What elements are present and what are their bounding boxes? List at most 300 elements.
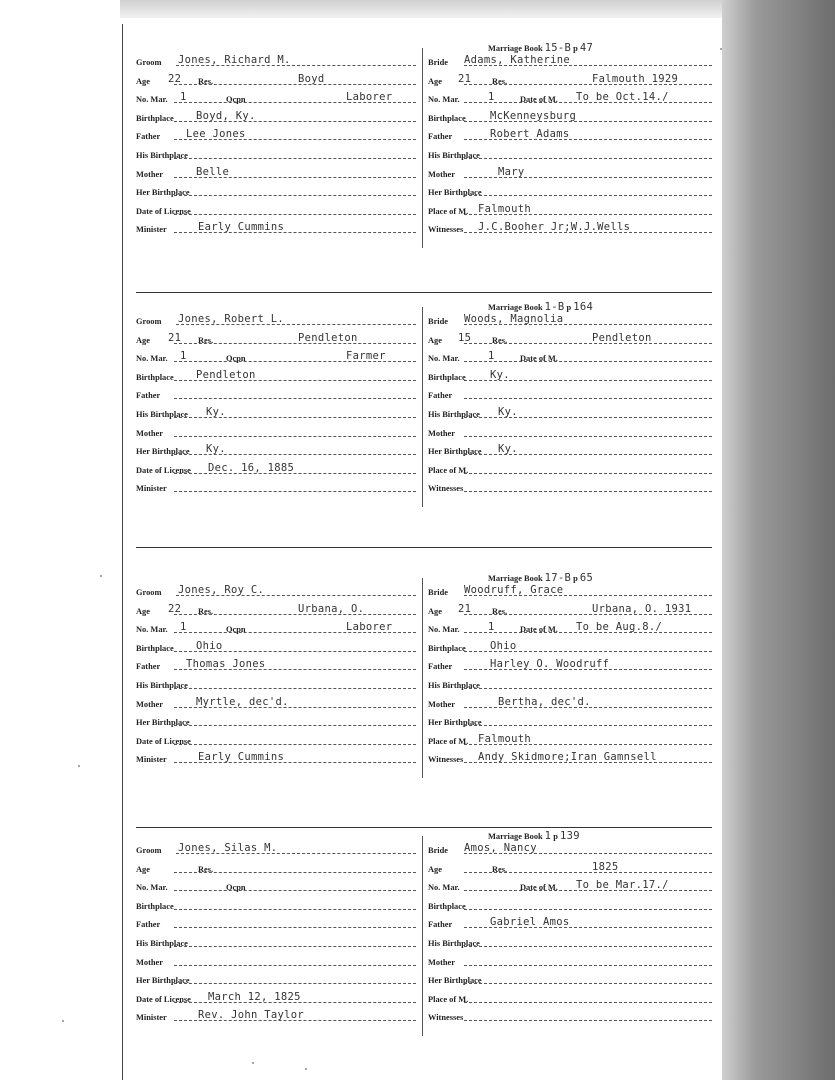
- fill-line: [464, 343, 712, 344]
- bride-field-row: [428, 219, 712, 236]
- field-label: Father: [428, 391, 453, 401]
- field-label: Res.: [198, 606, 214, 616]
- field-value-age: 21: [168, 331, 182, 344]
- groom-field-row: [136, 749, 416, 766]
- field-value-minister: Early Cummins: [198, 751, 285, 764]
- field-value-groom: Jones, Silas M.: [178, 842, 278, 854]
- fill-line: [464, 707, 712, 708]
- bride-field-row: [428, 71, 712, 88]
- field-label: Age: [136, 76, 150, 86]
- field-label: No. Mar.: [136, 354, 168, 364]
- groom-field-row: [136, 601, 416, 618]
- field-label: Age: [428, 606, 442, 616]
- groom-field-row: [136, 108, 416, 125]
- groom-field-row: [136, 330, 416, 347]
- field-label: No. Mar.: [136, 625, 168, 635]
- field-label: Her Birthplace: [428, 447, 482, 457]
- scan-speck: [305, 1068, 307, 1070]
- field-label: Date of License: [136, 465, 191, 475]
- groom-field-row: [136, 638, 416, 655]
- bride-field-row: [428, 749, 712, 766]
- field-label: Mother: [428, 699, 455, 709]
- bride-field-row: [428, 126, 712, 143]
- field-label: Witnesses: [428, 1013, 464, 1023]
- field-label: Age: [136, 335, 150, 345]
- fill-line: [176, 853, 416, 854]
- field-value-date-of-m: To be Oct.14./: [576, 91, 669, 104]
- field-value-no-mar: 1: [180, 91, 187, 104]
- fill-line: [464, 417, 712, 418]
- fill-line: [174, 1002, 416, 1003]
- bride-field-row: [428, 108, 712, 125]
- groom-field-row: [136, 896, 416, 913]
- fill-line: [464, 65, 712, 66]
- groom-field-row: [136, 859, 416, 876]
- fill-line: [464, 744, 712, 745]
- bride-field-row: [428, 182, 712, 199]
- field-label: Res.: [492, 335, 508, 345]
- fill-line: [464, 595, 712, 596]
- book-label: Marriage Book: [488, 303, 543, 312]
- fill-line: [464, 1020, 712, 1021]
- field-value-witnesses: Andy Skidmore;Iran Gamnsell: [478, 751, 657, 764]
- field-label: Witnesses: [428, 755, 464, 765]
- field-value-b-res: Falmouth 1929: [592, 72, 679, 85]
- fill-line: [174, 436, 416, 437]
- fill-line: [174, 102, 416, 103]
- fill-line: [174, 417, 416, 418]
- fill-line: [464, 139, 712, 140]
- field-label: Age: [428, 864, 442, 874]
- marriage-record: [136, 301, 714, 505]
- field-label: Age: [428, 76, 442, 86]
- field-label: Birthplace: [136, 113, 174, 123]
- groom-field-row: [136, 182, 416, 199]
- field-value-b-age: 21: [458, 602, 472, 615]
- field-label: Date of M.: [520, 883, 558, 893]
- fill-line: [174, 632, 416, 633]
- field-label: Witnesses: [428, 484, 464, 494]
- field-label: Groom: [136, 588, 162, 597]
- field-label: Mother: [136, 169, 163, 179]
- field-label: His Birthplace: [428, 410, 480, 419]
- groom-field-row: [136, 89, 416, 106]
- bride-field-row: [428, 367, 712, 384]
- scan-top-band: [0, 0, 835, 18]
- fill-line: [464, 454, 712, 455]
- fill-line: [174, 195, 416, 196]
- field-value-groom: Jones, Roy C.: [178, 584, 265, 596]
- field-label: Ocpn: [226, 354, 246, 364]
- book-number: 1-B: [544, 301, 565, 313]
- bride-field-row: [428, 348, 712, 365]
- page-label: p: [573, 574, 578, 583]
- field-value-no-mar: 1: [180, 350, 187, 363]
- fill-line: [464, 614, 712, 615]
- scan-left-margin: [0, 0, 120, 1080]
- groom-field-row: [136, 731, 416, 748]
- bride-field-row: [428, 840, 712, 857]
- groom-field-row: [136, 712, 416, 729]
- fill-line: [464, 1002, 712, 1003]
- fill-line: [174, 762, 416, 763]
- field-value-place-of-m: Falmouth: [478, 732, 531, 745]
- groom-field-row: [136, 989, 416, 1006]
- field-label: His Birthplace: [428, 151, 480, 160]
- field-label: Place of M.: [428, 465, 469, 475]
- field-value-b-res: Urbana, O. 1931: [592, 602, 692, 615]
- fill-line: [464, 946, 712, 947]
- field-label: No. Mar.: [136, 95, 168, 105]
- page-label: p: [553, 832, 558, 841]
- fill-line: [176, 65, 416, 66]
- fill-line: [464, 361, 712, 362]
- groom-field-row: [136, 694, 416, 711]
- field-label: Place of M.: [428, 994, 469, 1004]
- field-value-b-no-mar: 1: [488, 621, 495, 634]
- book-label: Marriage Book: [488, 832, 543, 841]
- field-value-place-of-m: Falmouth: [478, 202, 531, 215]
- field-label: Date of M.: [520, 95, 558, 105]
- book-label: Marriage Book: [488, 574, 543, 583]
- bride-field-row: [428, 731, 712, 748]
- groom-field-row: [136, 367, 416, 384]
- field-label: Res.: [198, 864, 214, 874]
- field-label: Her Birthplace: [136, 976, 190, 986]
- field-value-no-mar: 1: [180, 621, 187, 634]
- record-separator: [136, 827, 712, 828]
- fill-line: [464, 927, 712, 928]
- fill-line: [174, 725, 416, 726]
- bride-field-row: [428, 164, 712, 181]
- groom-field-row: [136, 840, 416, 857]
- bride-field-row: [428, 441, 712, 458]
- groom-field-row: [136, 656, 416, 673]
- bride-field-row: [428, 201, 712, 218]
- field-label: Res.: [198, 335, 214, 345]
- fill-line: [464, 688, 712, 689]
- fill-line: [174, 983, 416, 984]
- fill-line: [464, 965, 712, 966]
- field-label: Groom: [136, 317, 162, 326]
- fill-line: [176, 324, 416, 325]
- field-value-bride: Woods, Magnolia: [464, 313, 564, 325]
- fill-line: [464, 158, 712, 159]
- field-value-b-birthplace: Ky.: [490, 368, 510, 381]
- fill-line: [174, 232, 416, 233]
- fill-line: [174, 872, 416, 873]
- fill-line: [174, 398, 416, 399]
- field-label: Minister: [136, 1013, 167, 1023]
- field-value-date-of-license: March 12, 1825: [208, 990, 301, 1003]
- scan-right-edge: [722, 0, 835, 1080]
- fill-line: [464, 398, 712, 399]
- fill-line: [464, 669, 712, 670]
- bride-field-row: [428, 933, 712, 950]
- bride-field-row: [428, 52, 712, 69]
- field-value-res: Boyd: [298, 72, 325, 85]
- bride-field-row: [428, 712, 712, 729]
- field-label: Age: [136, 606, 150, 616]
- field-value-ocpn: Farmer: [346, 350, 386, 363]
- field-label: Res.: [492, 864, 508, 874]
- groom-field-row: [136, 311, 416, 328]
- record-separator: [136, 547, 712, 548]
- fill-line: [174, 491, 416, 492]
- field-value-b-age: 15: [458, 331, 472, 344]
- bride-field-row: [428, 989, 712, 1006]
- fill-line: [174, 890, 416, 891]
- groom-field-row: [136, 914, 416, 931]
- field-label: No. Mar.: [428, 883, 460, 893]
- field-value-b-age: 21: [458, 72, 472, 85]
- bride-field-row: [428, 619, 712, 636]
- fill-line: [174, 946, 416, 947]
- groom-field-row: [136, 933, 416, 950]
- fill-line: [464, 195, 712, 196]
- fill-line: [174, 744, 416, 745]
- field-label: Place of M.: [428, 736, 469, 746]
- fill-line: [174, 454, 416, 455]
- field-label: No. Mar.: [428, 354, 460, 364]
- field-label: Her Birthplace: [428, 718, 482, 728]
- field-value-birthplace: Boyd, Ky.: [196, 109, 256, 122]
- field-value-father: Lee Jones: [186, 128, 246, 141]
- field-label: Father: [428, 132, 453, 142]
- bride-field-row: [428, 1007, 712, 1024]
- book-number: 1: [544, 830, 552, 842]
- field-label: Birthplace: [428, 643, 466, 653]
- field-label: Date of M.: [520, 354, 558, 364]
- field-label: Birthplace: [428, 901, 466, 911]
- field-label: Place of M.: [428, 206, 469, 216]
- groom-field-row: [136, 164, 416, 181]
- bride-field-row: [428, 404, 712, 421]
- field-label: Birthplace: [428, 113, 466, 123]
- field-label: His Birthplace: [136, 151, 188, 160]
- fill-line: [174, 473, 416, 474]
- fill-line: [464, 121, 712, 122]
- scan-speck: [720, 48, 722, 50]
- column-divider: [422, 836, 423, 1036]
- field-label: Bride: [428, 58, 449, 67]
- field-label: Ocpn: [226, 95, 246, 105]
- fill-line: [174, 1020, 416, 1021]
- field-value-mother: Myrtle, dec'd.: [196, 695, 289, 708]
- fill-line: [464, 491, 712, 492]
- fill-line: [464, 380, 712, 381]
- field-label: Father: [136, 391, 161, 401]
- bride-field-row: [428, 89, 712, 106]
- column-divider: [422, 578, 423, 778]
- field-value-b-mother: Mary: [498, 165, 525, 178]
- field-label: Mother: [428, 169, 455, 179]
- field-value-date-of-m: To be Mar.17./: [576, 879, 669, 892]
- field-label: Age: [428, 335, 442, 345]
- field-label: Mother: [136, 957, 163, 967]
- groom-field-row: [136, 145, 416, 162]
- field-value-groom: Jones, Richard M.: [178, 54, 291, 66]
- fill-line: [464, 177, 712, 178]
- fill-line: [464, 324, 712, 325]
- bride-field-row: [428, 675, 712, 692]
- groom-field-row: [136, 71, 416, 88]
- field-label: Res.: [492, 606, 508, 616]
- field-value-b-her-birthplace: Ky.: [498, 443, 518, 456]
- field-label: Date of License: [136, 206, 191, 216]
- field-value-b-no-mar: 1: [488, 350, 495, 363]
- field-value-b-father: Harley O. Woodruff: [490, 658, 610, 671]
- field-value-ocpn: Laborer: [346, 91, 393, 104]
- field-value-b-res: Pendleton: [592, 331, 652, 344]
- field-label: His Birthplace: [136, 410, 188, 419]
- scan-speck: [100, 575, 102, 577]
- fill-line: [464, 890, 712, 891]
- field-label: Groom: [136, 58, 162, 67]
- field-label: Bride: [428, 588, 449, 597]
- field-value-b-father: Gabriel Amos: [490, 916, 570, 929]
- field-label: Minister: [136, 484, 167, 494]
- record-separator: [136, 292, 712, 293]
- fill-line: [464, 983, 712, 984]
- field-label: Her Birthplace: [428, 976, 482, 986]
- bride-field-row: [428, 460, 712, 477]
- bride-field-row: [428, 601, 712, 618]
- field-value-witnesses: J.C.Booher Jr;W.J.Wells: [478, 221, 631, 234]
- field-label: Father: [136, 132, 161, 142]
- marriage-record: [136, 42, 714, 246]
- fill-line: [174, 84, 416, 85]
- fill-line: [464, 102, 712, 103]
- page-label: p: [566, 303, 572, 312]
- field-value-b-father: Robert Adams: [490, 128, 570, 141]
- fill-line: [174, 669, 416, 670]
- bride-field-row: [428, 656, 712, 673]
- field-label: Bride: [428, 317, 449, 326]
- field-label: His Birthplace: [428, 939, 480, 948]
- field-label: Ocpn: [226, 883, 246, 893]
- groom-field-row: [136, 423, 416, 440]
- page-label: p: [573, 44, 578, 53]
- field-label: Birthplace: [428, 372, 466, 382]
- fill-line: [464, 473, 712, 474]
- groom-field-row: [136, 619, 416, 636]
- bride-field-row: [428, 145, 712, 162]
- field-value-groom: Jones, Robert L.: [178, 313, 284, 325]
- field-value-b-his-birthplace: Ky.: [498, 406, 518, 418]
- field-value-bride: Amos, Nancy: [464, 842, 537, 854]
- field-label: Mother: [428, 428, 455, 438]
- fill-line: [174, 343, 416, 344]
- groom-field-row: [136, 582, 416, 599]
- groom-field-row: [136, 970, 416, 987]
- page-number: 164: [573, 301, 594, 313]
- field-label: Mother: [136, 699, 163, 709]
- field-value-b-birthplace: Ohio: [490, 639, 517, 652]
- fill-line: [174, 361, 416, 362]
- fill-line: [464, 232, 712, 233]
- fill-line: [174, 688, 416, 689]
- groom-field-row: [136, 877, 416, 894]
- bride-field-row: [428, 638, 712, 655]
- groom-field-row: [136, 478, 416, 495]
- field-value-bride: Adams, Katherine: [464, 54, 570, 66]
- fill-line: [176, 595, 416, 596]
- bride-field-row: [428, 896, 712, 913]
- field-label: Her Birthplace: [136, 447, 190, 457]
- groom-field-row: [136, 126, 416, 143]
- fill-line: [464, 872, 712, 873]
- bride-field-row: [428, 330, 712, 347]
- bride-field-row: [428, 694, 712, 711]
- fill-line: [464, 853, 712, 854]
- field-label: Date of M.: [520, 625, 558, 635]
- field-label: His Birthplace: [136, 939, 188, 948]
- fill-line: [174, 707, 416, 708]
- field-label: Bride: [428, 846, 449, 855]
- field-value-mother: Belle: [196, 165, 230, 178]
- fill-line: [174, 614, 416, 615]
- fill-line: [174, 651, 416, 652]
- field-value-minister: Early Cummins: [198, 221, 285, 234]
- groom-field-row: [136, 441, 416, 458]
- bride-field-row: [428, 385, 712, 402]
- scan-speck: [62, 1020, 64, 1022]
- book-number: 15-B: [544, 42, 572, 54]
- page-number: 47: [579, 42, 594, 54]
- column-divider: [422, 307, 423, 507]
- fill-line: [174, 177, 416, 178]
- fill-line: [174, 158, 416, 159]
- field-label: Date of License: [136, 994, 191, 1004]
- field-value-date-of-license: Dec. 16, 1885: [208, 461, 295, 474]
- page-number: 65: [579, 572, 594, 584]
- field-label: Birthplace: [136, 901, 174, 911]
- bride-field-row: [428, 952, 712, 969]
- field-value-birthplace: Ohio: [196, 639, 223, 652]
- bride-field-row: [428, 859, 712, 876]
- groom-field-row: [136, 675, 416, 692]
- marriage-record: [136, 830, 714, 1034]
- field-value-b-mother: Bertha, dec'd.: [498, 695, 591, 708]
- field-value-b-res: 1825: [592, 860, 619, 873]
- field-value-minister: Rev. John Taylor: [198, 1009, 304, 1022]
- groom-field-row: [136, 404, 416, 421]
- fill-line: [464, 436, 712, 437]
- scan-speck: [252, 1062, 254, 1064]
- bride-field-row: [428, 478, 712, 495]
- bride-field-row: [428, 877, 712, 894]
- groom-field-row: [136, 52, 416, 69]
- field-value-father: Thomas Jones: [186, 658, 266, 671]
- field-label: Father: [428, 920, 453, 930]
- field-label: Father: [428, 662, 453, 672]
- field-label: His Birthplace: [428, 681, 480, 690]
- field-label: Date of License: [136, 736, 191, 746]
- field-label: Her Birthplace: [136, 718, 190, 728]
- fill-line: [174, 121, 416, 122]
- bride-field-row: [428, 423, 712, 440]
- scan-speck: [78, 765, 80, 767]
- fill-line: [174, 214, 416, 215]
- groom-field-row: [136, 219, 416, 236]
- field-label: Father: [136, 662, 161, 672]
- fill-line: [464, 632, 712, 633]
- field-value-bride: Woodruff, Grace: [464, 584, 564, 596]
- book-number: 17-B: [544, 572, 572, 584]
- field-label: Birthplace: [136, 643, 174, 653]
- bride-field-row: [428, 582, 712, 599]
